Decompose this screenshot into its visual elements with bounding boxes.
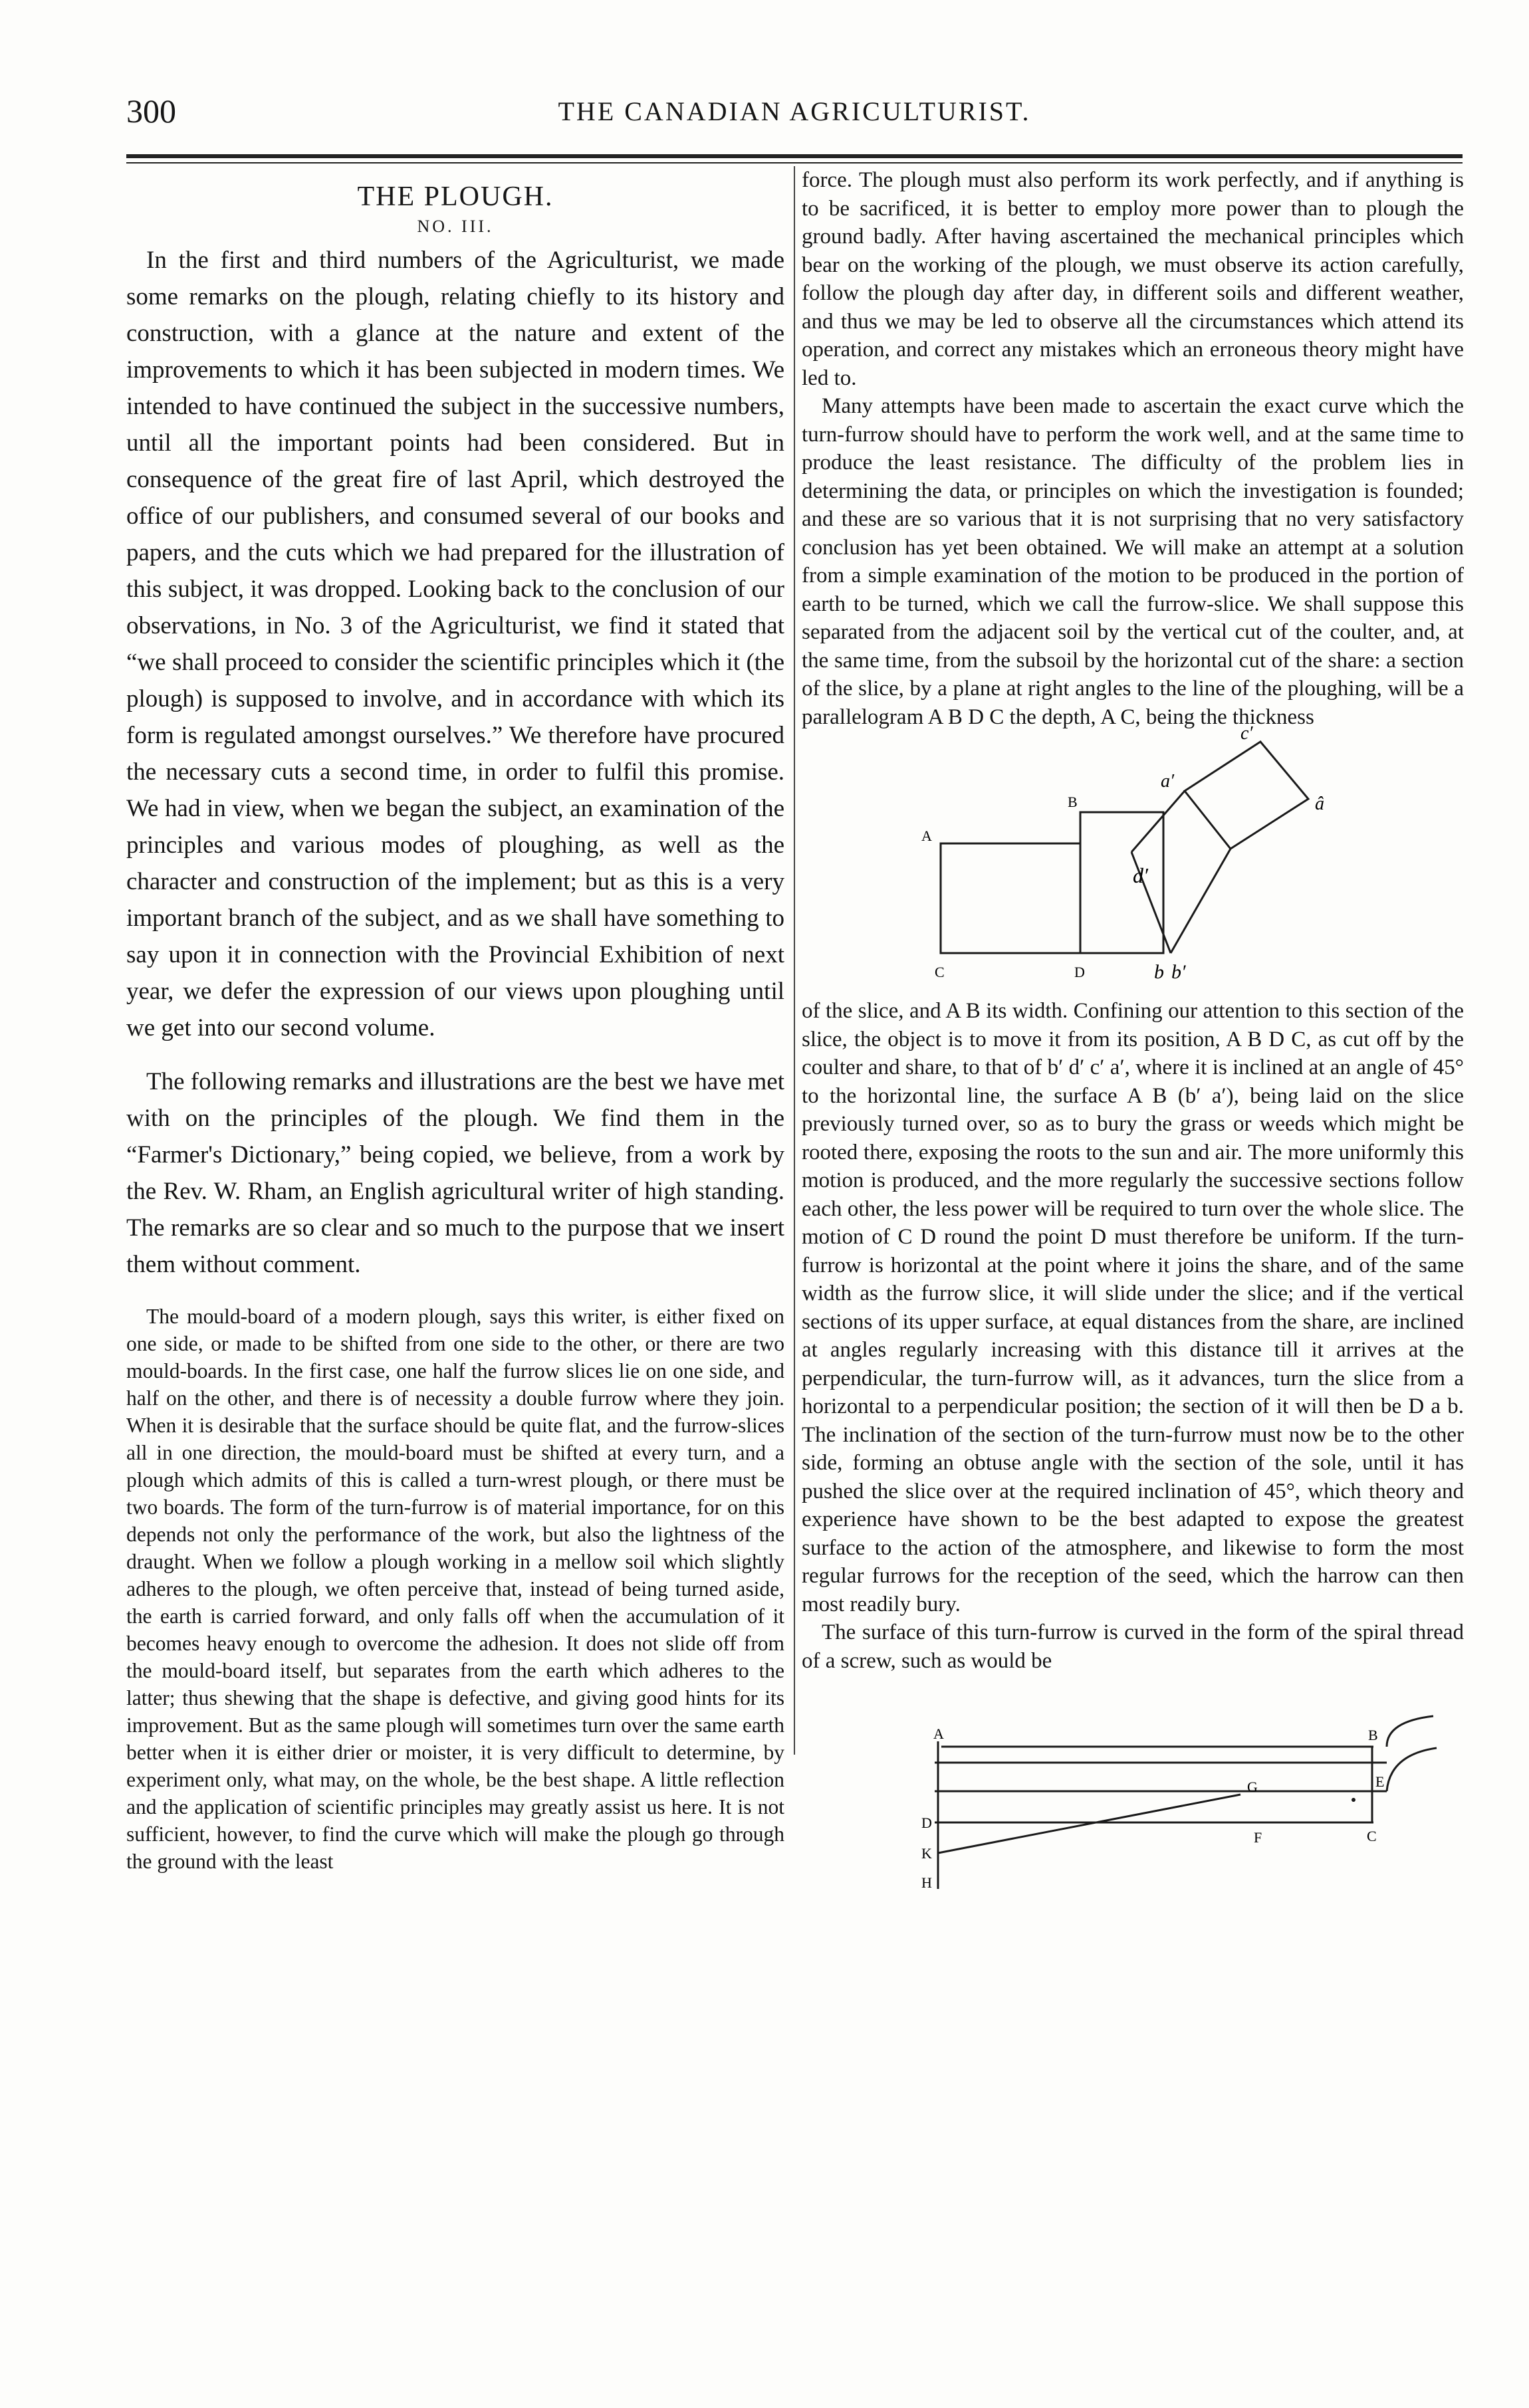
rotated-slice-upper [1185,742,1308,849]
paragraph: force. The plough must also perform its work perfectly, and if anything is to be sacrificed, it is better to employ more power than to plough the ground badly. After having ascertained the mechanical principles which bear on the working of the plough, we must observe its action carefully, follow the plough day after day, in different soils and different weather, and thus we may be led to observe all the circumstances which attend its operation, and correct any mistakes which an erroneous theory might have led to. [802,168,1464,390]
curve-lower [1387,1748,1437,1791]
paragraph: In the first and third numbers of the Agriculturist, we made some remarks on the plough, relating chiefly to its history and construction, with a glance at the nature and extent of the improvements to which it has been subjected in modern times. We intended to have continued the subject in the successive numbers, until all the important points had been considered. But in consequence of the great fire of last April, which destroyed the office of our publishers, and consumed several of our books and papers, and the cuts which we had prepared for the illustration of this subject, it was dropped. Looking back to the conclusion of our observations, in No. 3 of the Agriculturist, we find it stated that “we shall proceed to consider the scientific principles which it (the plough) is supposed to involve, and in accordance with which its form is regulated amongst ourselves.” We therefore have procured the necessary cuts a second time, in order to fulfil this promise. We had in view, when we began the subject, an examination of the principles and various modes of ploughing, as well as the character and construction of the implement; but as this is a very important branch of the subject, and as we shall have something to say upon it in connection with the Provincial Exhibition of next year, we defer the expression of our views upon ploughing until we get into our second volume. [126,247,784,1041]
article-number: NO. III. [417,217,494,236]
slice-rect-abdc [1080,812,1163,953]
right-mid-text [802,997,1464,1675]
label-a-prime: a′ [1161,771,1175,792]
turn-furrow-diagram [802,1675,1464,1901]
point-marker [1352,1798,1355,1802]
rotated-slice-right-edge [1171,849,1231,953]
curve-top [1387,1716,1433,1747]
label-b-upper: B [1068,794,1078,810]
furrow-slice-diagram [802,723,1464,997]
label-c-prime: c′ [1240,723,1253,744]
running-title: THE CANADIAN AGRICULTURIST. [558,96,1031,126]
intro-text [126,242,784,1283]
label-a: A [933,1725,944,1742]
label-f: F [1254,1829,1262,1846]
label-g: G [1247,1779,1258,1795]
right-top-text [802,166,1464,731]
paragraph: The surface of this turn-furrow is curved in the form of the spiral thread of a screw, such as would be [802,1620,1464,1673]
header-rule-thin [126,162,1463,164]
label-h: H [921,1874,932,1891]
quoted-text [126,1303,784,1875]
page-number: 300 [126,92,176,130]
rotated-slice-left-edge [1131,791,1185,852]
label-b: B [1368,1727,1378,1743]
line-kg [938,1795,1240,1853]
column-divider [794,166,795,1755]
label-b: b [1154,961,1164,983]
slice-rect-left [941,843,1080,953]
label-c: C [1367,1828,1377,1844]
label-d: D [921,1814,932,1831]
label-a-hat: â [1315,794,1324,814]
right-column [802,166,1464,2346]
paragraph: of the slice, and A B its width. Confining our attention to this section of the slice, the object is to move it from its position, A B D C, as cut off by the coulter and share, to that of b′ d′ c′ a′, where it is inclined at an angle of 45° to the horizontal line, the surface A B (b′ a′), being laid on the slice previously turned over, so as to bury the grass or weeds which might be rooted there, exposing the roots to the sun and air. The more uniformly this motion is produced, and the more regularly the successive sections follow each other, the less power will be required to turn over the whole slice. The motion of C D round the point D must therefore be uniform. If the turn-furrow is horizontal at the point where it joins the share, and of the same width as the furrow slice, it will slide under the slice; and if the vertical sections of its upper surface, at equal distances from the share, are inclined at angles regularly increasing with this distance till it arrives at the perpendicular, the turn-furrow will, as it advances, turn the slice from a horizontal to a perpendicular position; the section of it will then be D a b. The inclination of the section of the turn-furrow must now be to the other side, forming an obtuse angle with the section of the sole, until it has pushed the slice over at the required inclination of 45°, which theory and experience have shown to be the best adapted to expose the greatest surface to the action of the atmosphere, and likewise to form the most regular furrows for the reception of the seed, which the harrow can then most readily bury. [802,999,1464,1616]
label-k: K [921,1845,932,1862]
header-rule-thick [126,154,1463,158]
paragraph: The mould-board of a modern plough, says this writer, is either fixed on one side, or made to be shifted from one side to the other, or there are two mould-boards. In the first case, one half the furrow slices lie on one side, and half on the other, and there is of necessity a double furrow where they join. When it is desirable that the surface should be quite flat, and the furrow-slices all in one direction, the mould-board must be shifted at every turn, and a plough which admits of this is called a turn-wrest plough, or there must be two boards. The form of the turn-furrow is of material importance, for on this depends not only the performance of the work, but also the lightness of the draught. When we follow a plough working in a mellow soil which slightly adheres to the plough, we often perceive that, instead of being turned aside, the earth is carried forward, and only falls off when the accumulation of it becomes heavy enough to overcome the adhesion. It does not slide off from the mould-board itself, but separates from the earth which adheres to the latter; thus shewing that the shape is defective, and giving good hints for its improvement. But as the same plough will sometimes turn over the same earth better when it is either drier or moister, it is very difficult to determine, by experiment only, what may, on the whole, be the best shape. A little reflection and the application of scientific principles may greatly assist us here. It is not sufficient, however, to find the curve which will make the plough go through the ground with the least [126,1305,784,1873]
paragraph: The following remarks and illustrations are the best we have met with on the principles of the plough. We find them in the “Farmer's Dictionary,” being copied, we believe, from a work by the Rev. W. Rham, an English agricultural writer of high standing. The remarks are so clear and so much to the purpose that we insert them without comment. [126,1068,784,1278]
label-e: E [1375,1773,1385,1790]
left-column [126,167,784,1873]
article-title: THE PLOUGH. [357,181,554,212]
label-d-prime: d′ [1133,863,1148,887]
label-d-upper: D [1074,964,1085,980]
label-b-prime: b′ [1171,961,1186,983]
label-c-upper: C [935,964,945,980]
running-header [126,92,1463,132]
paragraph: Many attempts have been made to ascertain the exact curve which the turn-furrow should have to perform the work well, and at the same time to produce the least resistance. The difficulty of the problem lies in determining the data, or principles on which the investigation is founded; and these are so various that it is not surprising that no very satisfactory conclusion has yet been obtained. We will make an attempt at a solution from a simple examination of the motion to be produced in the portion of earth to be turned, which we call the furrow-slice. We shall suppose this separated from the adjacent soil by the vertical cut of the coulter, and, at the same time, from the subsoil by the horizontal cut of the share: a section of the slice, by a plane at right angles to the line of the ploughing, will be a parallelogram A B D C the depth, A C, being the thickness [802,394,1464,729]
label-a-upper: A [921,827,932,844]
